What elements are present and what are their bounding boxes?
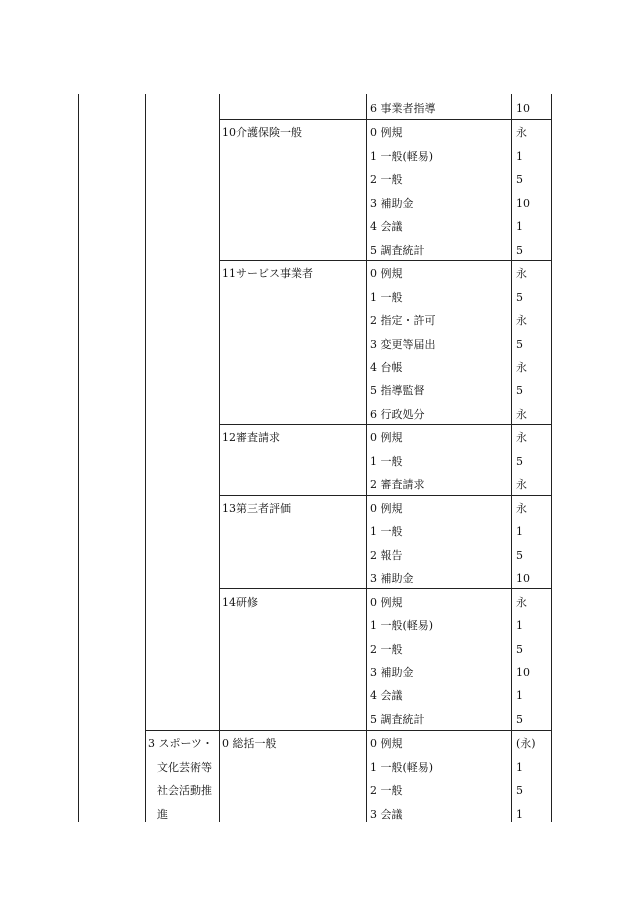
item-cell: 1 一般 (370, 291, 403, 304)
item-cell: 3 補助金 (370, 572, 414, 585)
period-cell: 1 (516, 525, 523, 538)
period-cell: 10 (516, 666, 530, 679)
row-border-category-3 (145, 730, 552, 731)
row-border-group-12 (219, 424, 552, 425)
period-cell: 永 (516, 431, 527, 444)
item-cell: 3 補助金 (370, 197, 414, 210)
period-cell: 1 (516, 619, 523, 632)
row-border-group-11 (219, 260, 552, 261)
item-cell: 0 例規 (370, 596, 403, 609)
col-border-5 (511, 94, 512, 822)
period-cell: 1 (516, 761, 523, 774)
group-name-13: 13第三者評価 (222, 502, 291, 515)
item-cell: 0 例規 (370, 502, 403, 515)
period-cell: 永 (516, 408, 527, 421)
group-name-14: 14研修 (222, 596, 258, 609)
item-cell: 4 台帳 (370, 361, 403, 374)
item-cell: 2 一般 (370, 173, 403, 186)
item-cell: 0 例規 (370, 126, 403, 139)
period-cell: 5 (516, 713, 523, 726)
period-cell: 5 (516, 173, 523, 186)
item-cell: 2 審査請求 (370, 478, 425, 491)
period-cell: 永 (516, 361, 527, 374)
period-cell: 10 (516, 572, 530, 585)
item-cell: 2 報告 (370, 549, 403, 562)
period-cell: 5 (516, 244, 523, 257)
group-name-0-general: 0 総括一般 (222, 737, 277, 750)
period-cell: 5 (516, 643, 523, 656)
period-cell: 永 (516, 126, 527, 139)
period-cell: 5 (516, 549, 523, 562)
row-border-group-13 (219, 495, 552, 496)
col-border-4 (366, 94, 367, 822)
item-cell: 2 一般 (370, 784, 403, 797)
period-cell: 1 (516, 220, 523, 233)
item-cell: 4 会議 (370, 220, 403, 233)
period-cell: 永 (516, 314, 527, 327)
period-cell: (永) (516, 737, 536, 750)
col-border-2 (145, 94, 146, 822)
period-cell: 永 (516, 478, 527, 491)
col-border-6 (551, 94, 552, 822)
category-label-line: 社会活動推 (157, 784, 212, 797)
period-cell: 1 (516, 150, 523, 163)
period-cell: 1 (516, 689, 523, 702)
item-cell: 1 一般 (370, 525, 403, 538)
item-cell: 1 一般(軽易) (370, 619, 434, 632)
period-cell: 永 (516, 502, 527, 515)
period-cell: 5 (516, 384, 523, 397)
item-cell: 1 一般(軽易) (370, 761, 434, 774)
item-cell: 1 一般(軽易) (370, 150, 434, 163)
group-name-11: 11サービス事業者 (222, 267, 313, 280)
period-cell: 1 (516, 808, 523, 821)
period-cell: 5 (516, 291, 523, 304)
item-cell: 0 例規 (370, 431, 403, 444)
item-cell: 2 指定・許可 (370, 314, 436, 327)
item-cell: 3 補助金 (370, 666, 414, 679)
item-cell: 5 調査統計 (370, 244, 425, 257)
item-cell: 6 行政処分 (370, 408, 425, 421)
group-name-12: 12審査請求 (222, 431, 280, 444)
row-border-group-14 (219, 588, 552, 589)
item-cell: 0 例規 (370, 267, 403, 280)
col-border-1 (78, 94, 79, 822)
item-cell: 1 一般 (370, 455, 403, 468)
item-cell: 0 例規 (370, 737, 403, 750)
period-cell: 永 (516, 267, 527, 280)
period-cell: 5 (516, 784, 523, 797)
category-label-line: 3 スポーツ・ (148, 737, 214, 750)
item-cell: 5 調査統計 (370, 713, 425, 726)
row-border-top (219, 119, 552, 120)
item-cell: 2 一般 (370, 643, 403, 656)
period-cell: 10 (516, 197, 530, 210)
period-cell: 5 (516, 455, 523, 468)
item-cell: 3 変更等届出 (370, 338, 436, 351)
item-cell: 3 会議 (370, 808, 403, 821)
item-cell: 4 会議 (370, 689, 403, 702)
period-cell: 10 (516, 102, 530, 115)
period-cell: 永 (516, 596, 527, 609)
item-cell: 5 指導監督 (370, 384, 425, 397)
item-cell: 6 事業者指導 (370, 102, 436, 115)
category-label-line: 進 (157, 808, 168, 821)
group-name-10: 10介護保険一般 (222, 126, 302, 139)
period-cell: 5 (516, 338, 523, 351)
category-label-line: 文化芸術等 (157, 761, 212, 774)
col-border-3 (219, 94, 220, 822)
